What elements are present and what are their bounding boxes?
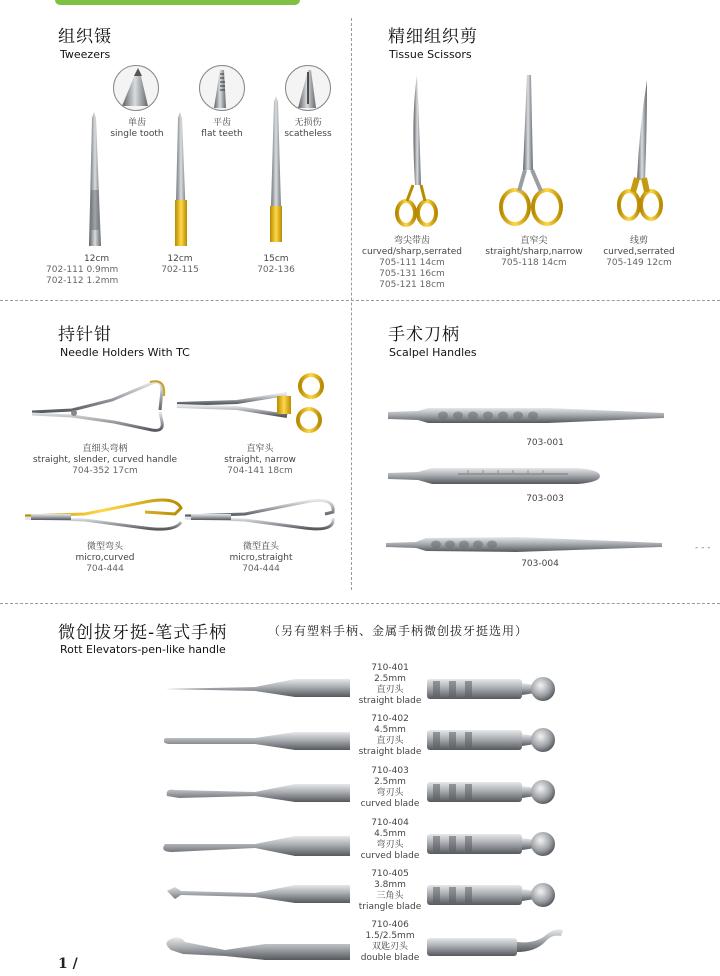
tweezers-title-en: Tweezers (60, 48, 111, 61)
tweezers-caption-1: 12cm 702-111 0.9mm 702-112 1.2mm (46, 254, 119, 286)
elevator-caption: 710-401 2.5mm 直刃头 straight blade (358, 663, 422, 706)
elevator-row (0, 869, 720, 919)
needle-holder-image-704-444-straight (185, 494, 345, 534)
scissors-image-705-118 (497, 75, 567, 230)
scalpel-handle-image-703-003 (388, 466, 603, 486)
elevator-row (0, 766, 720, 816)
scissors-title-cn: 精细组织剪 (388, 27, 478, 47)
scalpel-handle-image-703-004 (386, 535, 666, 555)
elevator-tip-image (165, 869, 355, 919)
tweezers-image-702-111 (85, 110, 105, 250)
tweezers-caption-2: 12cm 702-115 (161, 254, 199, 275)
page-number: 1 / (58, 956, 78, 972)
scissors-image-705-111 (395, 75, 445, 230)
type-label-scatheless: 无损伤 scatheless (284, 118, 332, 139)
elevators-note: （另有塑料手柄、金属手柄微创拔牙挺选用） (268, 624, 529, 638)
scalpel-code-703-003: 703-003 (526, 494, 564, 504)
scissors-caption-2: 直窄尖 straight/sharp,narrow 705-118 14cm (485, 236, 583, 268)
scissors-caption-3: 线剪 curved,serrated 705-149 12cm (603, 236, 675, 268)
scalpel-code-703-004: 703-004 (521, 559, 559, 569)
flat-teeth-detail-icon (199, 65, 245, 111)
scissors-image-705-149 (617, 80, 667, 230)
column-divider (351, 18, 352, 590)
needle-holder-caption-1: 直细头弯柄 straight, slender, curved handle 704-352 17cm (32, 444, 178, 476)
elevator-row (0, 714, 720, 764)
tweezers-caption-3: 15cm 702-136 (257, 254, 295, 275)
row-divider-2 (0, 603, 720, 604)
elevator-tip-image (165, 663, 355, 713)
continuation-marker: - - - (695, 543, 711, 553)
tweezers-image-702-136 (266, 96, 286, 246)
needle-holders-title-en: Needle Holders With TC (60, 346, 190, 359)
needle-holder-image-704-352 (32, 378, 192, 438)
needle-holders-title-cn: 持针钳 (58, 325, 112, 345)
scatheless-detail-icon (285, 65, 331, 111)
scalpel-title-cn: 手术刀柄 (388, 325, 460, 345)
needle-holder-caption-4: 微型直头 micro,straight 704-444 (229, 542, 293, 574)
elevator-handle-image (427, 766, 567, 816)
tweezers-title-cn: 组织镊 (58, 27, 112, 47)
tweezers-image-702-115 (171, 110, 191, 250)
scalpel-handle-image-703-001 (388, 406, 668, 426)
elevators-title-en: Rott Elevators-pen-like handle (60, 643, 226, 656)
elevator-tip-image (165, 766, 355, 816)
elevator-handle-image (427, 714, 567, 764)
elevator-tip-image (165, 818, 355, 868)
elevator-handle-image (427, 663, 567, 713)
elevators-title-cn: 微创拔牙挺-笔式手柄 (58, 623, 228, 643)
elevator-caption: 710-402 4.5mm 直刃头 straight blade (358, 714, 422, 757)
single-tooth-detail-icon (113, 65, 159, 111)
scalpel-title-en: Scalpel Handles (389, 346, 477, 359)
scissors-title-en: Tissue Scissors (389, 48, 472, 61)
elevator-caption: 710-403 2.5mm 弯刃头 curved blade (360, 766, 420, 809)
elevator-handle-image (427, 920, 567, 970)
elevator-handle-image (427, 818, 567, 868)
elevator-handle-image (427, 869, 567, 919)
elevator-caption: 710-406 1.5/2.5mm 双匙刃头 double blade (360, 920, 420, 963)
elevator-row (0, 663, 720, 713)
elevator-caption: 710-405 3.8mm 三角头 triangle blade (358, 869, 422, 912)
needle-holder-image-704-444-curved (25, 494, 185, 534)
elevator-row (0, 818, 720, 868)
type-label-single-tooth: 单齿 single tooth (110, 118, 164, 139)
scalpel-code-703-001: 703-001 (526, 438, 564, 448)
elevator-caption: 710-404 4.5mm 弯刃头 curved blade (360, 818, 420, 861)
elevator-tip-image (165, 714, 355, 764)
elevator-row (0, 920, 720, 970)
top-accent-bar (55, 0, 300, 5)
type-label-flat-teeth: 平齿 flat teeth (201, 118, 243, 139)
needle-holder-caption-3: 微型弯头 micro,curved 704-444 (75, 542, 135, 574)
needle-holder-caption-2: 直窄头 straight, narrow 704-141 18cm (224, 444, 296, 476)
scissors-caption-1: 弯尖带齿 curved/sharp,serrated 705-111 14cm 705-131 16cm 705-121 18cm (362, 236, 462, 290)
elevator-tip-image (165, 920, 355, 970)
row-divider-1 (0, 300, 720, 301)
needle-holder-image-704-141 (177, 372, 337, 432)
